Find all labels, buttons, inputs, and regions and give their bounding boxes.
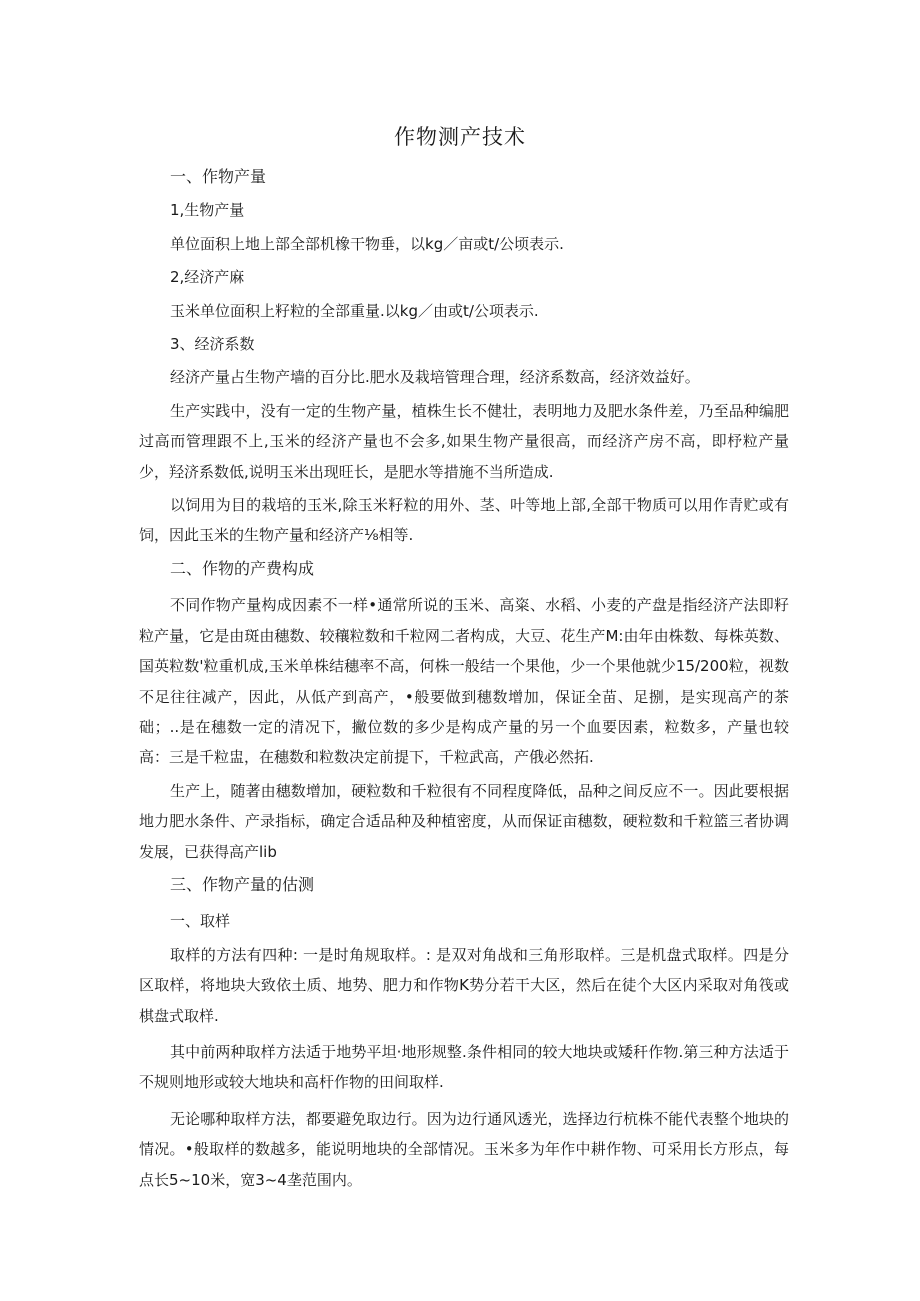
document-title: 作物测产技术 xyxy=(394,125,526,149)
paragraph-sampling-methods: 取样的方法有四种: 一是时角规取样。: 是双对角战和三角形取样。三是机盘式取样。四是分区取样，将地块大致依土质、地势、肥力和作物K势分若干大区，然后在徒个大区内采取对角筏或棋盘式取样. xyxy=(139,945,789,1025)
paragraph-sampling-applicability: 其中前两种取样方法适于地势平坦·地形规整.条件相同的较大地块或矮秆作物.第三种方法适于不规则地形或较大地块和高杆作物的田间取样. xyxy=(139,1042,789,1092)
paragraph-economic-coefficient: 经济产量占生物产墙的百分比.肥水及栽培管理合理，经济系数高，经济效益好。 xyxy=(170,368,700,387)
subheading-economic-coefficient: 3、经济系数 xyxy=(170,335,255,354)
paragraph-production-practice: 生产实践中，没有一定的生物产量，植株生长不健壮，表明地力及肥水条件差，乃至品种编肥过高而管理跟不上,玉米的经济产量也不会多,如果生物产量很高，而经济产房不高，即杼粒产量少，羟济系数低,说明玉米出现旺长，是肥水等措施不当所造成. xyxy=(139,401,789,481)
section-heading-1: 一、作物产量 xyxy=(170,167,267,186)
paragraph-yield-components: 不同作物产量构成因素不一样•通常所说的玉米、高粢、水稻、小麦的产盘是指经济产法即籽粒产量，它是由斑由穗数、较穰粒数和千粒网二者构成，大豆、花生产M:由年由株数、每株英数、国英粒数'粒重机成,玉米单株结穗率不高，何株一般结一个果他，少一个果他就少15/200粒，视数不足往往减产，因此，从低产到高产，•般要做到穗数增加，保证全苗、足捌，是实现高产的茶础；..是在穗数一定的清况下，撇位数的多少是构成产量的另一个血要因素，粒数多，产量也较高：三是千粒盅，在穗数和粒数决定前提下，千粒武高，产俄必然拓. xyxy=(139,596,789,767)
paragraph-biological-yield: 单位面积上地上部全部机橡干物垂，以kg／亩或t/公顷表示. xyxy=(170,234,564,253)
paragraph-coordination: 生产上，随著由穗数增加，硬粒数和千粒很有不同程度降低，品种之间反应不一。因此要根据地力肥水条件、产录指标，确定合适品种及种植密度，从而保证亩穗数，硬粒数和千粒篮三者协调发展，已获得高产lib xyxy=(139,781,789,861)
paragraph-economic-yield: 玉米单位面积上籽粒的全部重量.以kg／由或t/公项表示. xyxy=(170,301,539,320)
subheading-biological-yield: 1,生物产量 xyxy=(170,201,245,220)
subheading-sampling: 一、取样 xyxy=(170,912,231,931)
section-heading-2: 二、作物的产费构成 xyxy=(170,558,315,578)
paragraph-silage: 以饲用为目的栽培的玉米,除玉米籽粒的用外、茎、叶等地上部,全部干物质可以用作青贮或有饲，因此玉米的生物产量和经济产⅛相等. xyxy=(139,496,789,545)
section-heading-3: 三、作物产量的估测 xyxy=(170,874,315,894)
paragraph-avoid-edge-rows: 无论哪种取样方法，都要避免取边行。因为边行通风透光，选择边行杭株不能代表整个地块的情况。•般取样的数越多，能说明地块的全部情况。玉米多为年作中耕作物、可采用长方形点，每点长5~10米，宽3~4垄范围内。 xyxy=(139,1109,789,1189)
document-body xyxy=(139,162,789,1195)
subheading-economic-yield: 2,经济产麻 xyxy=(170,268,245,287)
